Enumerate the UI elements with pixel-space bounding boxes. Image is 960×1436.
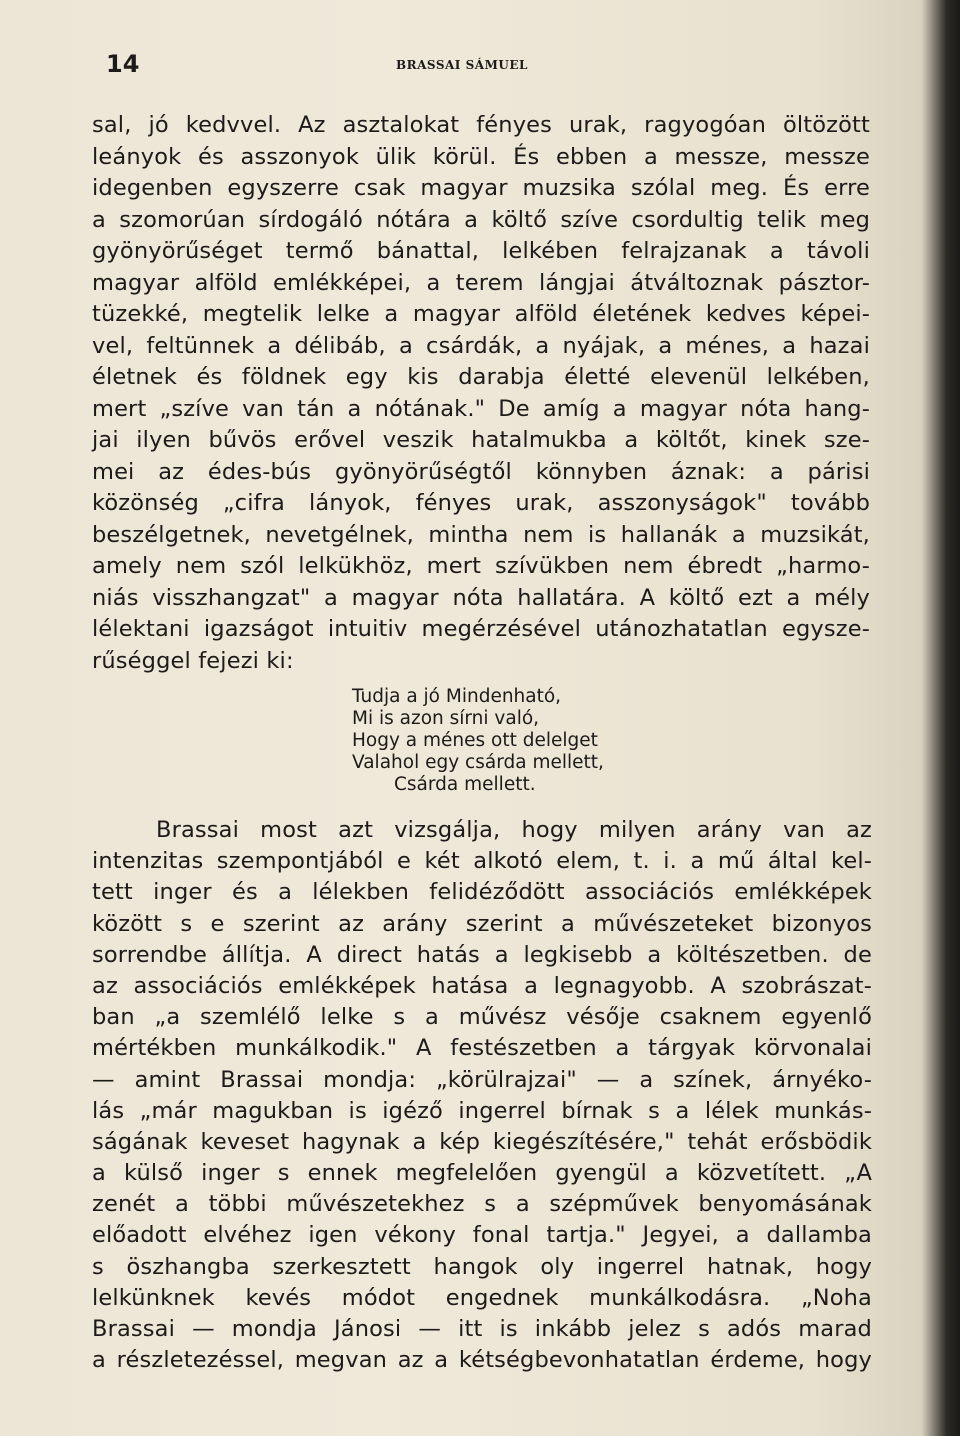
text-line: életnek és földnek egy kis darabja életté elevenül lelkében,	[92, 364, 870, 390]
text-line: az associációs emlékképek hatása a legnagyobb. A szobrászat-	[92, 972, 872, 999]
paragraph-2	[92, 815, 872, 1376]
poem-quote	[352, 686, 604, 796]
text-line: ban „a szemlélő lelke s a művész vésője csaknem egyenlő	[92, 1004, 872, 1031]
text-line: mei az édes-bús gyönyörűségtől könnyben áznak: a párisi	[92, 458, 870, 485]
text-line: gyönyörűséget termő bánattal, lelkében felrajzanak a távoli	[92, 238, 870, 264]
paragraph-1	[92, 110, 870, 677]
text-line: idegenben egyszerre csak magyar muzsika szólal meg. És erre	[92, 175, 870, 201]
poem-line: Hogy a ménes ott delelget	[352, 730, 598, 751]
poem-line: Tudja a jó Mindenható,	[352, 686, 562, 707]
running-head: BRASSAI SÁMUEL	[396, 58, 528, 72]
text-line: Brassai most azt vizsgálja, hogy milyen arány van az	[156, 817, 872, 843]
text-line: vel, feltünnek a délibáb, a csárdák, a nyájak, a ménes, a hazai	[92, 332, 870, 359]
page-number: 14	[106, 50, 140, 78]
text-line: lás „már magukban is igéző ingerrel bírnak s a lélek munkás-	[92, 1097, 872, 1124]
text-line: között s e szerint az arány szerint a művészeteket bizonyos	[92, 910, 872, 937]
text-line: rűséggel fejezi ki:	[92, 647, 294, 674]
text-line: mértékben munkálkodik." A festészetben a tárgyak körvonalai	[92, 1035, 872, 1062]
text-line: közönség „cifra lányok, fényes urak, asszonyságok" tovább	[92, 490, 870, 516]
text-line: intenzitas szempontjából e két alkotó elem, t. i. a mű által kel-	[92, 848, 872, 875]
text-line: előadott elvéhez igen vékony fonal tartja." Jegyei, a dallamba	[92, 1222, 872, 1249]
text-line: zenét a többi művészetekhez s a szépművek benyomásának	[92, 1191, 872, 1218]
text-line: mert „szíve van tán a nótának." De amíg a magyar nóta hang-	[92, 395, 870, 422]
text-line: beszélgetnek, nevetgélnek, mintha nem is hallanák a muzsikát,	[92, 521, 870, 548]
text-line: sorrendbe állítja. A direct hatás a legkisebb a költészetben. de	[92, 941, 872, 968]
text-line: lélektani igazságot intuitiv megérzésével utánozhatatlan egysze-	[92, 616, 870, 642]
poem-line: Valahol egy csárda mellett,	[352, 752, 604, 773]
text-line: a szomorúan sírdogáló nótára a költő szíve csordultig telik meg	[92, 206, 870, 233]
text-line: leányok és asszonyok ülik körül. És ebben a messze, messze	[92, 143, 870, 170]
text-line: jai ilyen bűvös erővel veszik hatalmukba a költőt, kinek sze-	[92, 427, 870, 453]
text-line: niás visszhangzat" a magyar nóta hallatára. A költő ezt a mély	[92, 584, 870, 611]
text-line: s öszhangba szerkesztett hangok oly ingerrel hatnak, hogy	[92, 1253, 872, 1280]
text-line: magyar alföld emlékképei, a terem lángjai átváltoznak pásztor-	[92, 269, 870, 296]
text-line: a külső inger s ennek megfelelően gyengül a közvetített. „A	[92, 1160, 872, 1187]
text-line: sal, jó kedvvel. Az asztalokat fényes urak, ragyogóan öltözött	[92, 112, 870, 138]
text-line: lelkünknek kevés módot engednek munkálkodásra. „Noha	[92, 1284, 872, 1311]
text-line: a részletezéssel, megvan az a kétségbevonhatatlan érdeme, hogy	[92, 1347, 872, 1374]
text-line: ságának keveset hagynak a kép kiegészítésére," tehát erősbödik	[92, 1128, 872, 1155]
text-line: Brassai — mondja Jánosi — itt is inkább jelez s adós marad	[92, 1316, 872, 1342]
text-line: — amint Brassai mondja: „körülrajzai" — a színek, árnyéko-	[92, 1066, 872, 1093]
text-line: tüzekké, megtelik lelke a magyar alföld életének kedves képei-	[92, 301, 870, 327]
poem-line: Csárda mellett.	[394, 774, 536, 795]
poem-line: Mi is azon sírni való,	[352, 708, 540, 729]
text-line: amely nem szól lelkükhöz, mert szívükben nem ébredt „harmo-	[92, 553, 870, 579]
text-line: tett inger és a lélekben felidéződött associációs emlékképek	[92, 879, 872, 906]
